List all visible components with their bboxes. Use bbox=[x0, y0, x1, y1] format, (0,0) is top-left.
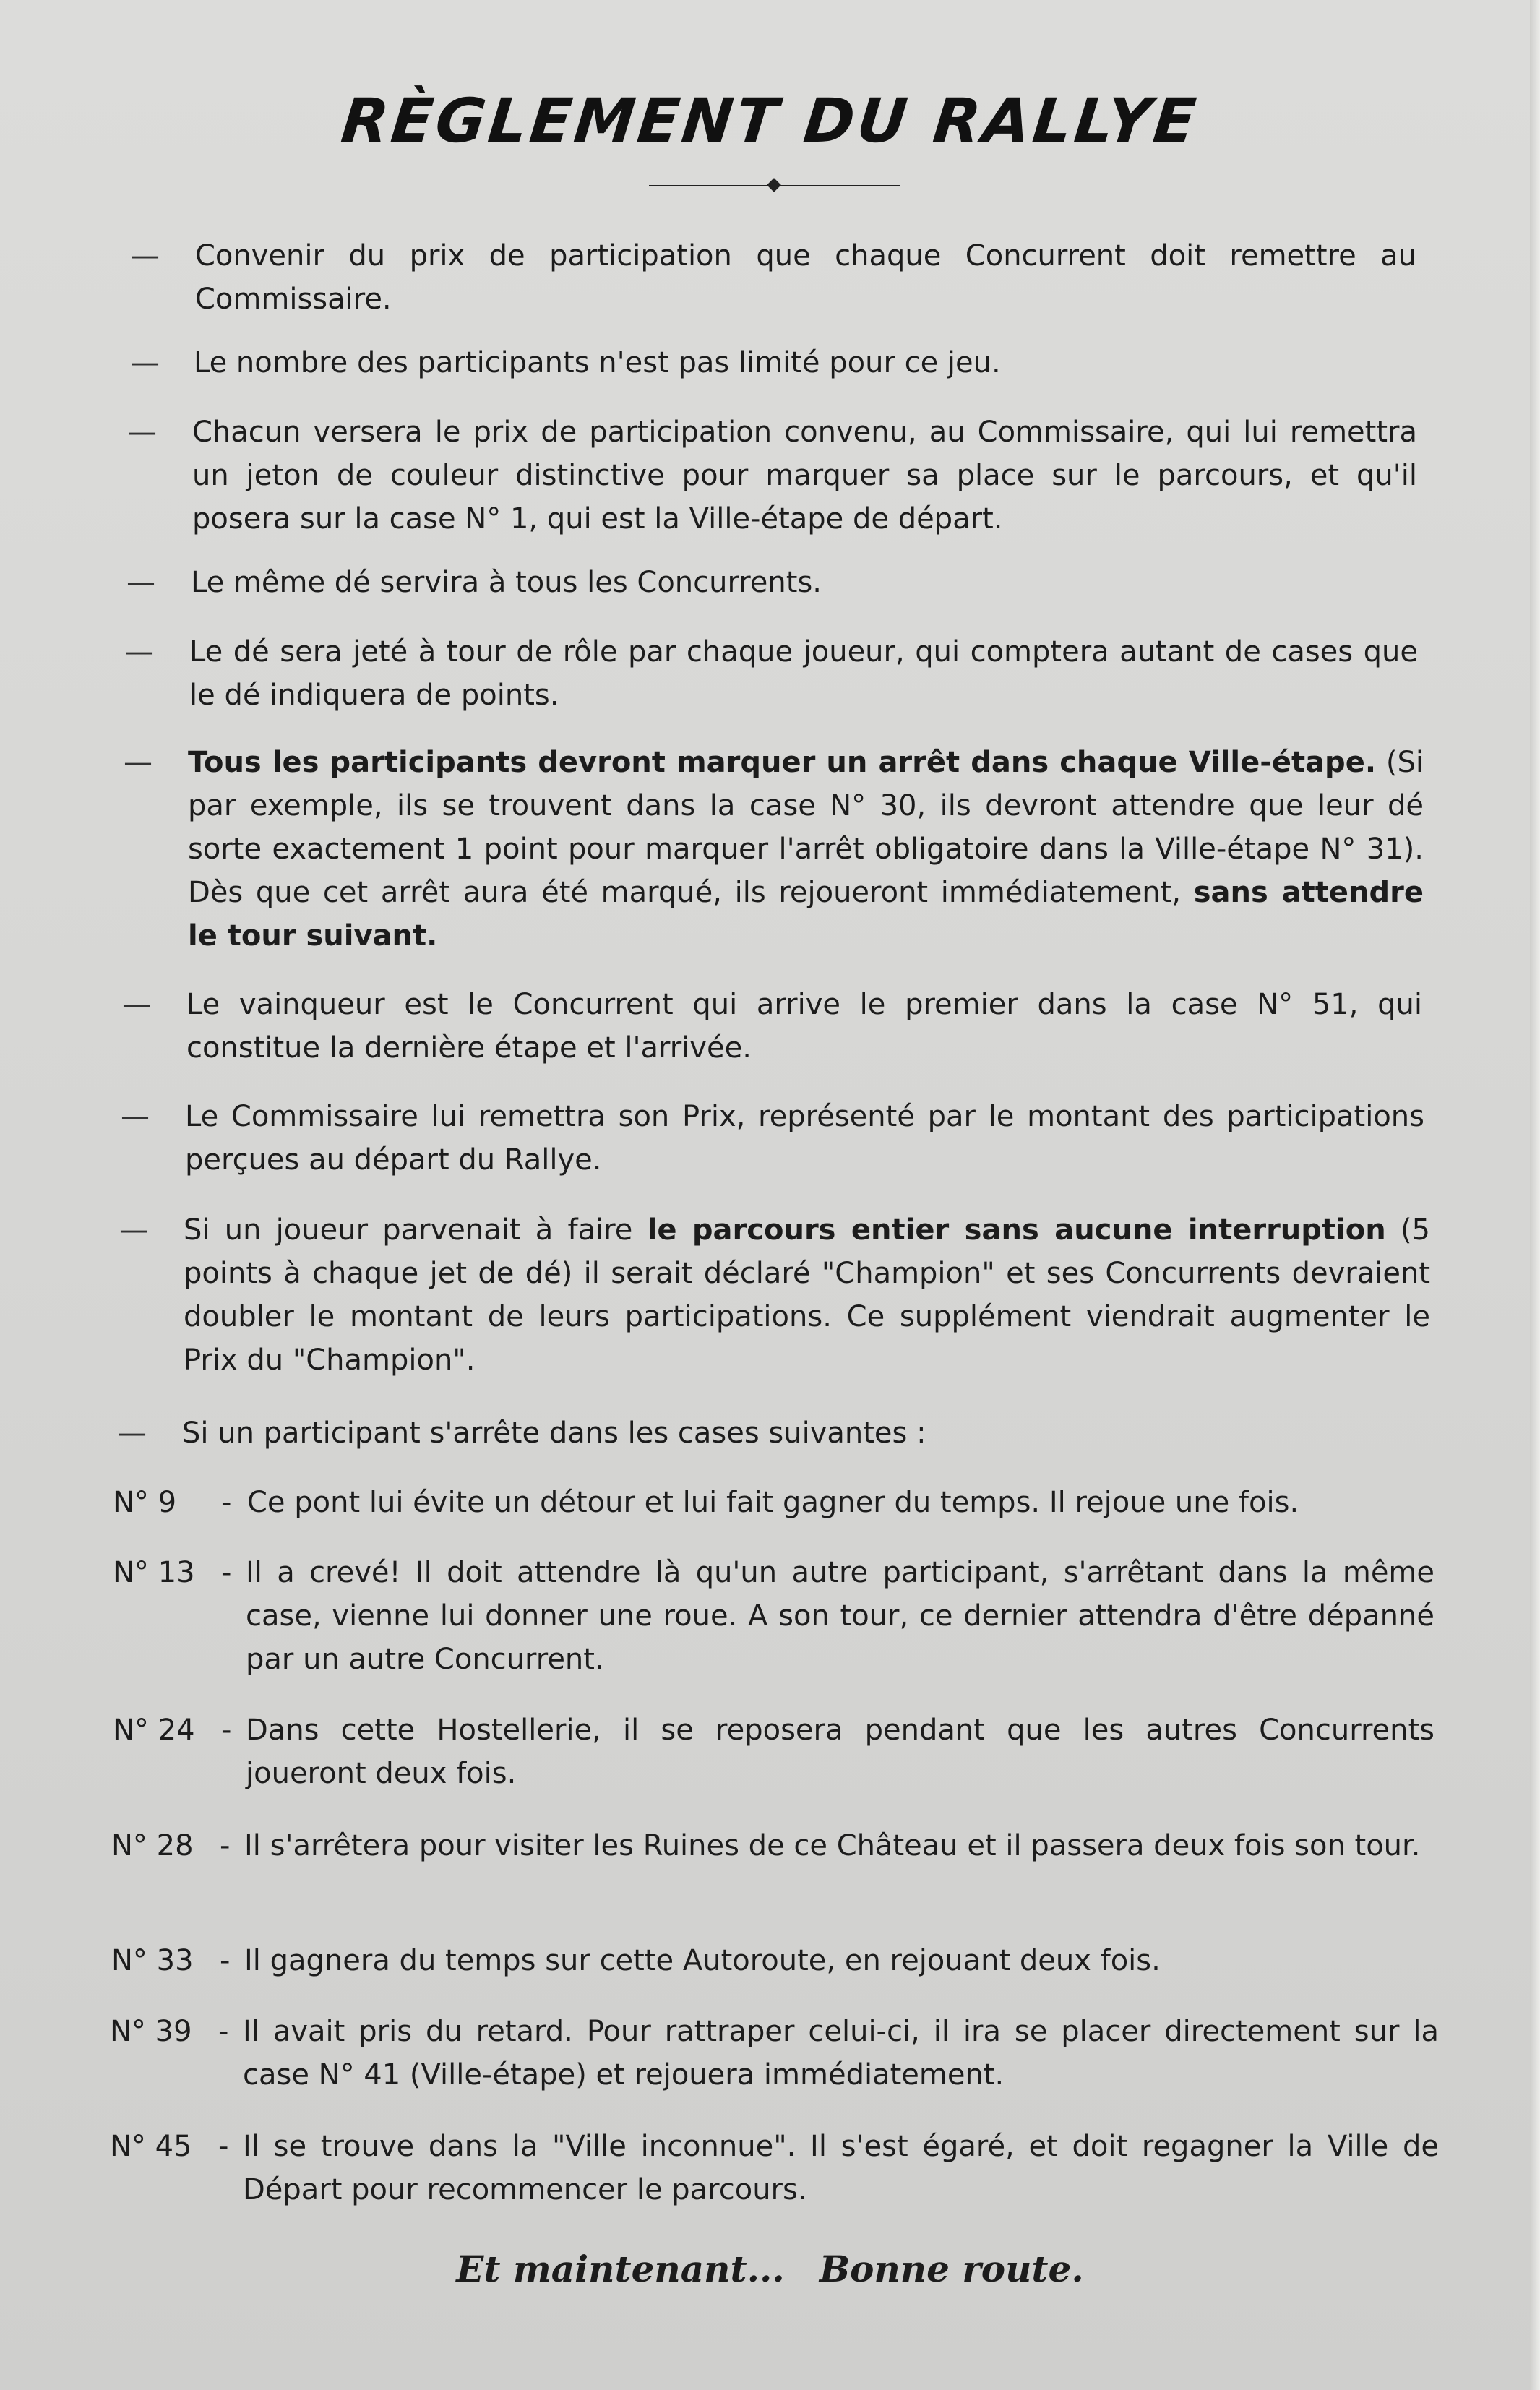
rule-text-segment: (Si par exemple, ils se trouvent dans la case N° 30, ils devront attendre que leur dé sorte exactement 1 point pour marquer l'arrêt obligatoire dans la Ville-étape N° 31). Dès que cet arrêt aura été marqué, ils rejoueront immédiatement, bbox=[188, 746, 1424, 909]
rule-text: Convenir du prix de participation que chaque Concurrent doit remettre au Commissaire. bbox=[195, 239, 1416, 316]
case-text: Dans cette Hostellerie, il se reposera pendant que les autres Concurrents joueront deux fois. bbox=[246, 1714, 1434, 1790]
dash-bullet: — bbox=[122, 988, 151, 1021]
dash-bullet: — bbox=[131, 346, 160, 379]
page-title: RÈGLEMENT DU RALLYE bbox=[337, 85, 1203, 156]
dash-bullet: — bbox=[119, 1213, 148, 1247]
case-text: Il a crevé! Il doit attendre là qu'un autre participant, s'arrêtant dans la même case, vienne lui donner une roue. A son tour, ce dernier attendra d'être dépanné par un autre Concurrent. bbox=[246, 1556, 1434, 1676]
dash-bullet: — bbox=[125, 635, 154, 669]
rule-emphasis: Tous les participants devront marquer un arrêt dans chaque Ville-étape. bbox=[188, 746, 1377, 779]
rule-text bbox=[184, 1208, 1430, 1382]
rule-text: Le même dé servira à tous les Concurrents. bbox=[191, 566, 822, 599]
dash-bullet: — bbox=[121, 1100, 150, 1133]
case-text: Il s'arrêtera pour visiter les Ruines de ce Château et il passera deux fois son tour. bbox=[244, 1829, 1421, 1862]
case-number: N° 13 bbox=[113, 1556, 195, 1589]
case-separator: - bbox=[221, 1556, 232, 1589]
case-text: Il gagnera du temps sur cette Autoroute, en rejouant deux fois. bbox=[244, 1944, 1161, 1977]
page-edge bbox=[1530, 0, 1540, 2390]
case-separator: - bbox=[218, 2015, 229, 2048]
rule-emphasis: sans attendre le tour suivant. bbox=[188, 876, 1424, 953]
rule-text: Le Commissaire lui remettra son Prix, représenté par le montant des participations perçues au départ du Rallye. bbox=[185, 1100, 1424, 1177]
rule-text: Si un participant s'arrête dans les cases suivantes : bbox=[182, 1417, 926, 1450]
rule-emphasis: le parcours entier sans aucune interruption bbox=[647, 1213, 1386, 1247]
rule-text: Le dé sera jeté à tour de rôle par chaque joueur, qui comptera autant de cases que le dé indiquera de points. bbox=[189, 635, 1418, 712]
case-number: N° 33 bbox=[111, 1944, 194, 1977]
dash-bullet: — bbox=[118, 1417, 147, 1450]
case-text: Ce pont lui évite un détour et lui fait gagner du temps. Il rejoue une fois. bbox=[247, 1486, 1299, 1519]
rule-text: Le vainqueur est le Concurrent qui arrive le premier dans la case N° 51, qui constitue la dernière étape et l'arrivée. bbox=[186, 988, 1422, 1065]
closing-right: Bonne route. bbox=[819, 2248, 1084, 2290]
case-separator: - bbox=[221, 1486, 232, 1519]
closing-line bbox=[0, 2248, 1540, 2290]
case-separator: - bbox=[220, 1944, 231, 1977]
rule-text-segment: Si un joueur parvenait à faire bbox=[184, 1213, 648, 1247]
dash-bullet: — bbox=[126, 566, 155, 599]
rule-text: Chacun versera le prix de participation convenu, au Commissaire, qui lui remettra un jeton de couleur distinctive pour marquer sa place sur le parcours, et qu'il posera sur la case N° 1, qui est la Ville-étape de départ. bbox=[192, 416, 1417, 536]
case-text: Il se trouve dans la "Ville inconnue". Il s'est égaré, et doit regagner la Ville de Départ pour recommencer le parcours. bbox=[243, 2130, 1439, 2206]
rule-text-segment: (5 points à chaque jet de dé) il serait déclaré "Champion" et ses Concurrents devraient doubler le montant de leurs participations. Ce supplément viendrait augmenter le Prix du "Champion". bbox=[184, 1213, 1430, 1377]
case-number: N° 28 bbox=[111, 1829, 194, 1862]
case-number: N° 9 bbox=[113, 1486, 177, 1519]
closing-left: Et maintenant... bbox=[456, 2248, 785, 2290]
case-number: N° 24 bbox=[113, 1714, 195, 1747]
case-separator: - bbox=[218, 2130, 229, 2163]
case-separator: - bbox=[220, 1829, 231, 1862]
case-number: N° 45 bbox=[110, 2130, 192, 2163]
case-separator: - bbox=[221, 1714, 232, 1747]
rule-text: Le nombre des participants n'est pas limité pour ce jeu. bbox=[194, 346, 1001, 379]
dash-bullet: — bbox=[128, 416, 157, 449]
case-number: N° 39 bbox=[110, 2015, 192, 2048]
dash-bullet: — bbox=[124, 746, 152, 779]
rule-text bbox=[188, 741, 1424, 958]
case-text: Il avait pris du retard. Pour rattraper celui-ci, il ira se placer directement sur la case N° 41 (Ville-étape) et rejouera immédiatement. bbox=[243, 2015, 1439, 2092]
dash-bullet: — bbox=[131, 239, 160, 272]
